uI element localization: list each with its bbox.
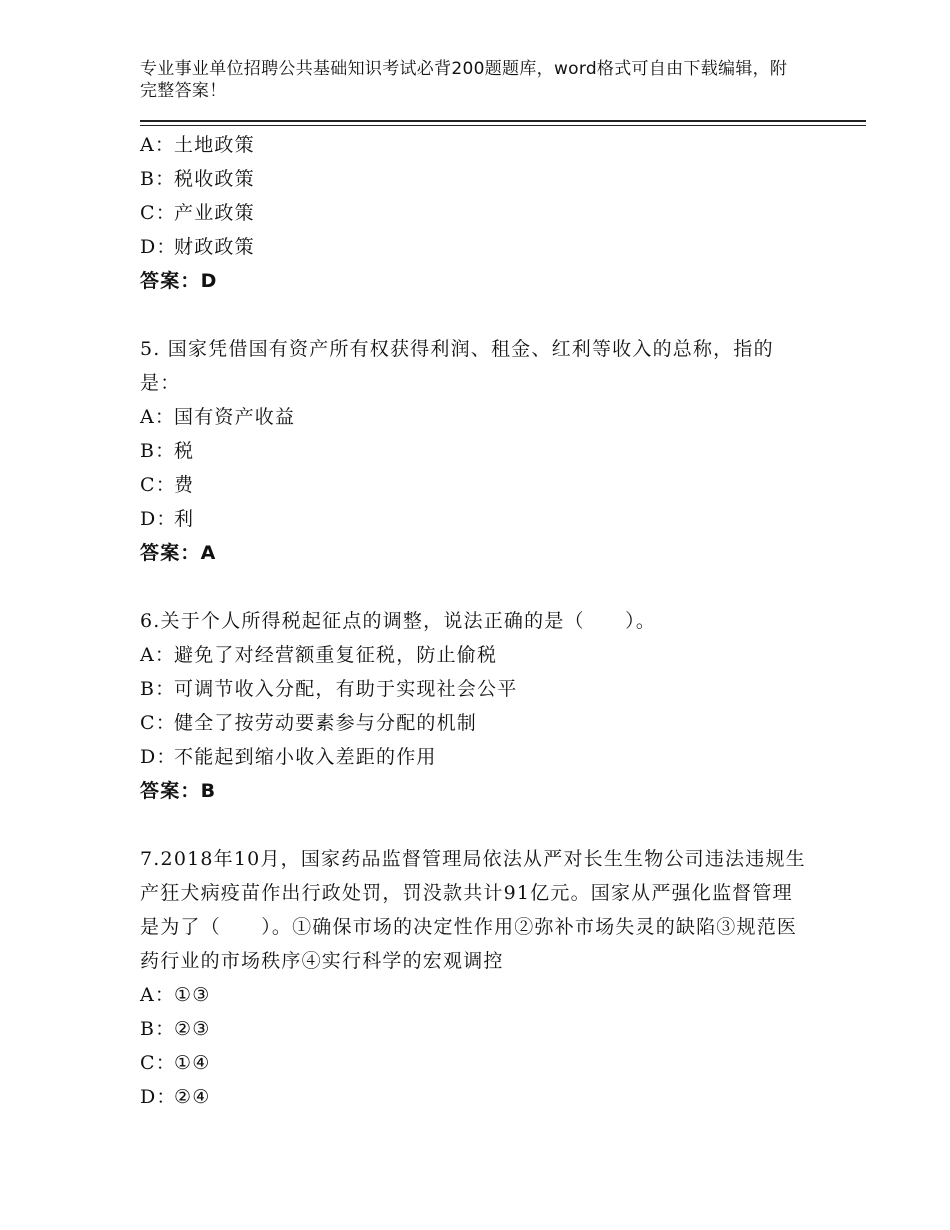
option-a: A：避免了对经营额重复征税，防止偷税 (140, 644, 498, 666)
spacer (140, 808, 810, 842)
question-stem: 7.2018年10月，国家药品监督管理局依法从严对长生生物公司违法违规生产狂犬病疫苗作出行政处罚，罚没款共计91亿元。国家从严强化监督管理是为了（ ）。①确保市场的决定性作用②弥补市场失灵的缺陷③规范医药行业的市场秩序④实行科学的宏观调控 (140, 848, 806, 972)
option-c: C：产业政策 (140, 202, 255, 224)
option-a: A：国有资产收益 (140, 406, 296, 428)
question-5 (140, 332, 810, 570)
option-d: D：②④ (140, 1086, 211, 1108)
spacer (140, 570, 810, 604)
question-7 (140, 842, 810, 1114)
question-stem: 5. 国家凭借国有资产所有权获得利润、租金、红利等收入的总称，指的是： (140, 338, 774, 394)
option-b: B：税 (140, 440, 195, 462)
document-header: 专业事业单位招聘公共基础知识考试必背200题题库，word格式可自由下载编辑，附完整答案！ (140, 59, 788, 101)
question-6 (140, 604, 810, 808)
header-rule-thick (140, 120, 866, 122)
option-c: C：费 (140, 474, 195, 496)
option-b: B：可调节收入分配，有助于实现社会公平 (140, 678, 518, 700)
header-rule-thin (140, 125, 866, 126)
question-4 (140, 128, 810, 298)
option-d: D：利 (140, 508, 195, 530)
option-c: C：健全了按劳动要素参与分配的机制 (140, 712, 478, 734)
option-b: B：②③ (140, 1018, 211, 1040)
option-d: D：财政政策 (140, 236, 255, 258)
question-stem: 6.关于个人所得税起征点的调整，说法正确的是（ ）。 (140, 610, 657, 632)
option-a: A：土地政策 (140, 134, 255, 156)
answer-label: 答案：B (140, 780, 217, 802)
option-b: B：税收政策 (140, 168, 255, 190)
answer-label: 答案：D (140, 270, 218, 292)
answer-label: 答案：A (140, 542, 217, 564)
spacer (140, 298, 810, 332)
option-a: A：①③ (140, 984, 211, 1006)
option-d: D：不能起到缩小收入差距的作用 (140, 746, 437, 768)
question-list (140, 128, 810, 1114)
option-c: C：①④ (140, 1052, 211, 1074)
